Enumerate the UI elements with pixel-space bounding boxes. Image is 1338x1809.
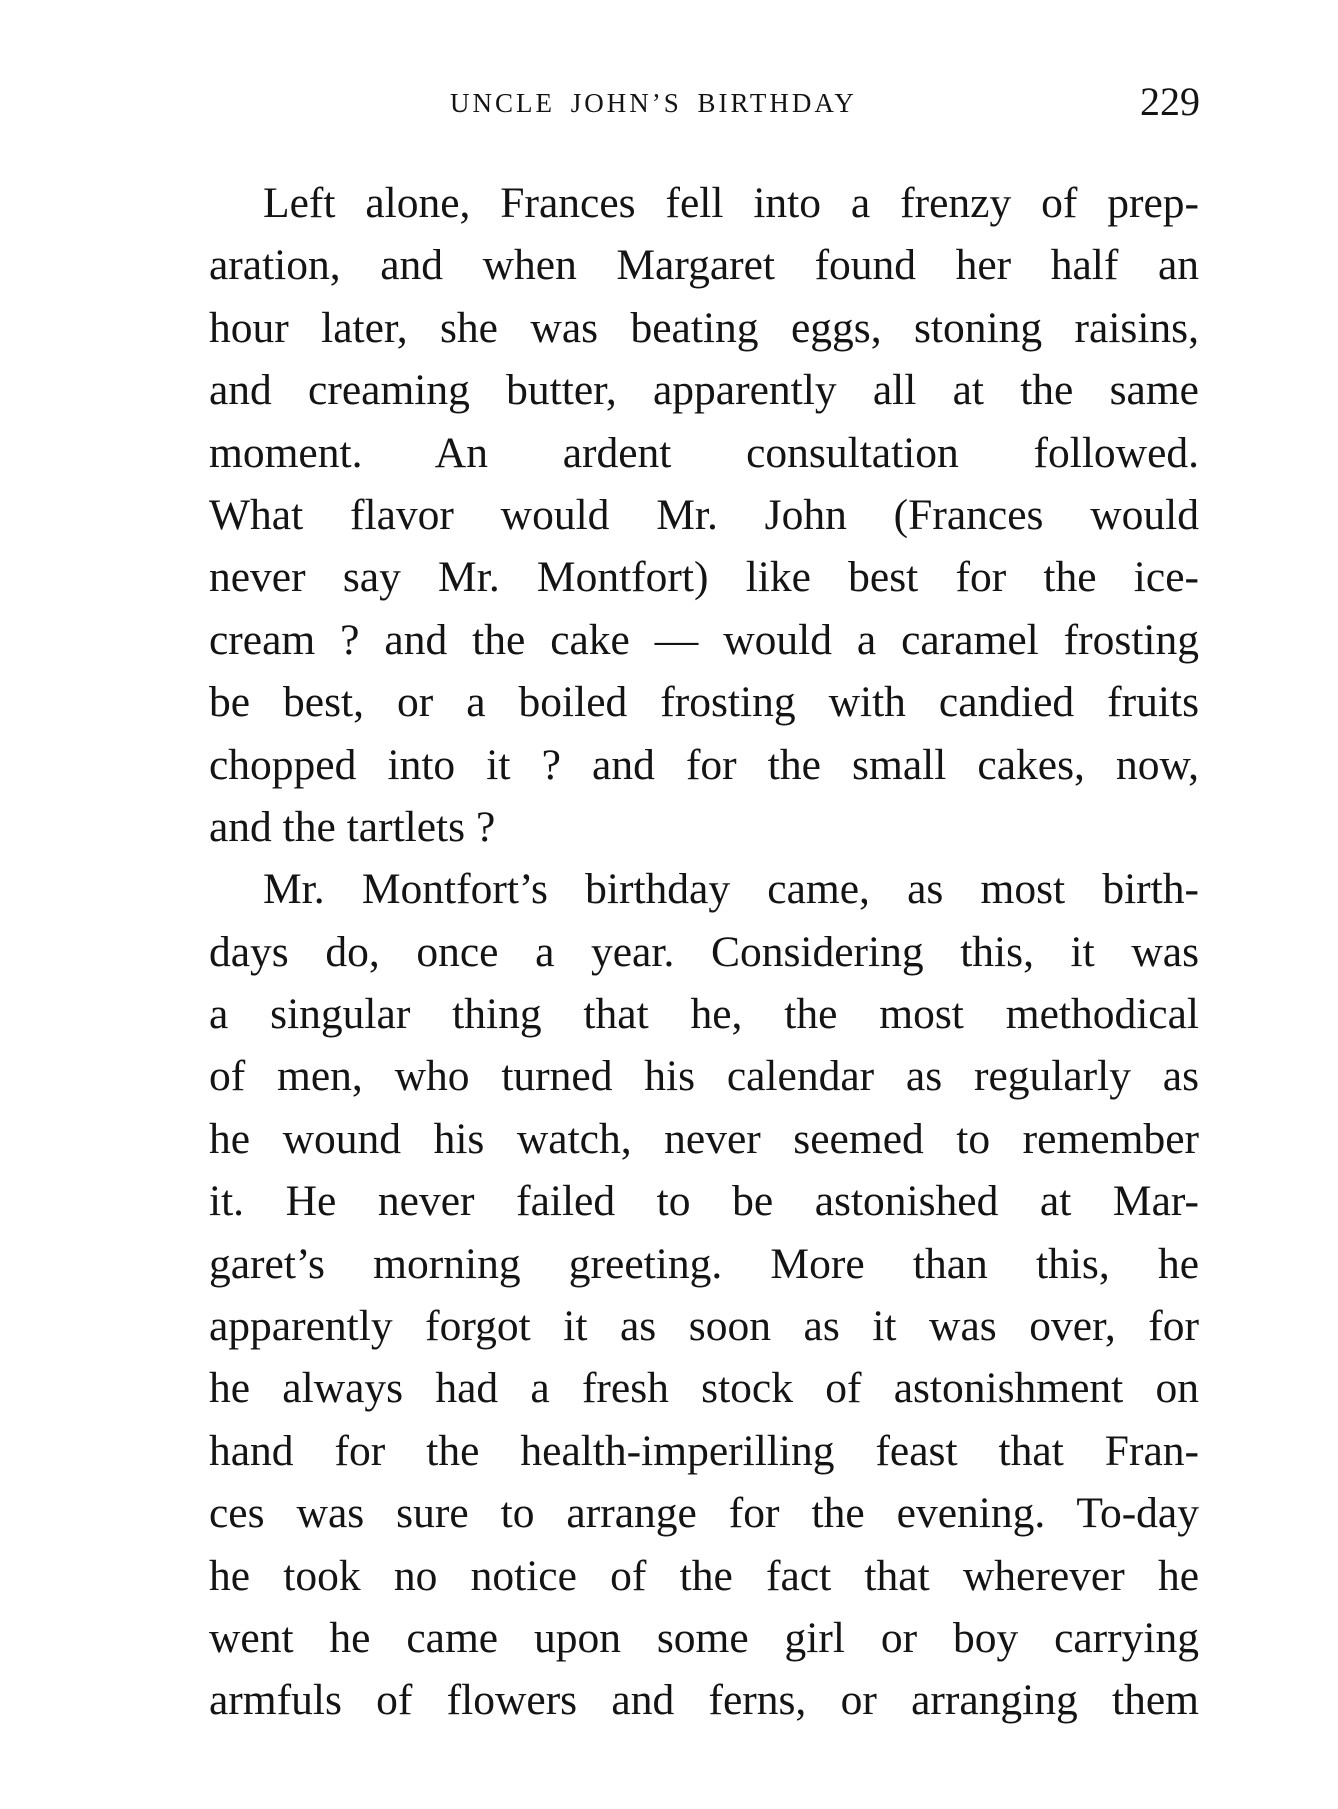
running-title: UNCLE JOHN’S BIRTHDAY: [450, 88, 857, 118]
text-line: went he came upon some girl or boy carrying: [209, 1613, 1199, 1662]
text-line: he always had a fresh stock of astonishment on: [209, 1364, 1199, 1413]
paragraph-1: [209, 172, 1199, 858]
text-line: chopped into it ? and for the small cakes, now,: [209, 740, 1199, 789]
text-line: of men, who turned his calendar as regularly as: [209, 1052, 1199, 1101]
text-line: Mr. Montfort’s birthday came, as most birth-: [263, 865, 1199, 914]
text-line: be best, or a boiled frosting with candied fruits: [209, 678, 1199, 727]
body-text: [209, 172, 1199, 1732]
text-line: moment. An ardent consultation followed.: [209, 428, 1199, 477]
text-line: hour later, she was beating eggs, stoning raisins,: [209, 303, 1199, 352]
text-line: apparently forgot it as soon as it was over, for: [209, 1302, 1199, 1351]
page-number: 229: [1140, 79, 1200, 124]
text-line: and creaming butter, apparently all at the same: [209, 366, 1199, 415]
text-line: ces was sure to arrange for the evening. To-day: [209, 1489, 1199, 1538]
text-line: hand for the health-imperilling feast that Fran-: [209, 1426, 1199, 1475]
text-line: he wound his watch, never seemed to remember: [209, 1114, 1199, 1163]
text-line: cream ? and the cake — would a caramel frosting: [209, 615, 1199, 664]
text-line: and the tartlets ?: [209, 802, 496, 851]
text-line: never say Mr. Montfort) like best for the ice-: [209, 553, 1199, 602]
text-line: armfuls of flowers and ferns, or arranging them: [209, 1676, 1199, 1725]
text-line: Left alone, Frances fell into a frenzy of prep-: [263, 179, 1199, 227]
paragraph-2: [209, 858, 1199, 1731]
text-line: days do, once a year. Considering this, it was: [209, 927, 1199, 976]
text-line: What flavor would Mr. John (Frances would: [209, 490, 1199, 539]
text-line: it. He never failed to be astonished at Mar-: [209, 1177, 1199, 1226]
text-line: aration, and when Margaret found her half an: [209, 241, 1199, 290]
text-line: he took no notice of the fact that wherever he: [209, 1551, 1199, 1600]
text-line: a singular thing that he, the most methodical: [209, 990, 1199, 1039]
text-line: garet’s morning greeting. More than this, he: [209, 1239, 1199, 1288]
page-header: [0, 78, 1338, 138]
